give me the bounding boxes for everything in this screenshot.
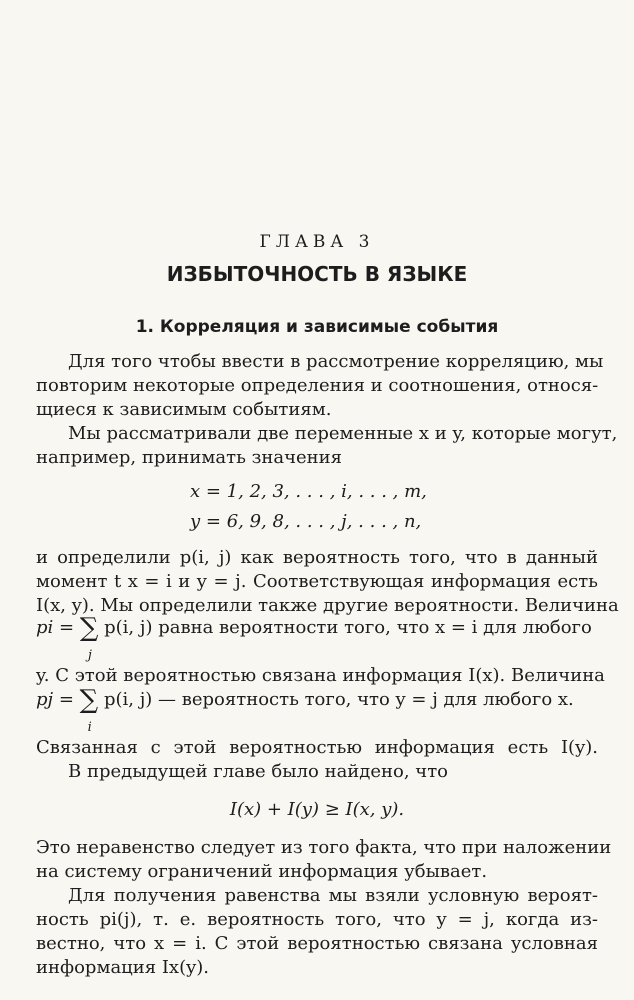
inequality-formula: I(x) + I(y) ≥ I(x, y).: [229, 799, 405, 820]
paragraph-line: Мы рассматривали две переменные x и y, которые могут,: [68, 423, 618, 444]
paragraph-line: момент t x = i и y = j. Соответствующая информация есть: [36, 571, 598, 592]
paragraph-line: Это неравенство следует из того факта, что при наложении: [36, 837, 612, 858]
paragraph-line: ность pi(j), т. е. вероятность того, что y = j, когда из-: [36, 909, 598, 930]
formula-line-pj: [36, 685, 598, 735]
paragraph-line: В предыдущей главе было найдено, что: [68, 761, 449, 782]
paragraph-line: Связанная с этой вероятностью информация есть I(y).: [36, 737, 598, 758]
paragraph-line: I(x, y). Мы определили также другие вероятности. Величина: [36, 595, 619, 616]
sum-symbol: ∑ j: [79, 613, 99, 663]
paragraph-line: например, принимать значения: [36, 447, 343, 468]
sum-symbol: ∑ i: [79, 685, 99, 735]
pi-rest: p(i, j) равна вероятности того, что x = i для любого: [104, 617, 592, 638]
formula-x-values: x = 1, 2, 3, . . . , i, . . . , m,: [190, 481, 427, 502]
chapter-title: ИЗБЫТОЧНОСТЬ В ЯЗЫКЕ: [166, 262, 468, 286]
section-heading: 1. Корреляция и зависимые события: [135, 317, 499, 337]
paragraph-line: вестно, что x = i. С этой вероятностью связана условная: [36, 933, 598, 954]
chapter-heading: ГЛАВА 3: [259, 232, 375, 252]
paragraph-line: Для получения равенства мы взяли условную вероят-: [68, 885, 598, 906]
paragraph-line: Для того чтобы ввести в рассмотрение корреляцию, мы: [68, 351, 604, 372]
pi-lhs: pi =: [36, 617, 75, 638]
pj-lhs: pj =: [36, 689, 74, 710]
formula-y-values: y = 6, 9, 8, . . . , j, . . . , n,: [190, 511, 422, 532]
paragraph-line: y. С этой вероятностью связана информация I(x). Величина: [36, 665, 605, 686]
paragraph-line: повторим некоторые определения и соотношения, относя-: [36, 375, 599, 396]
paragraph-line: щиеся к зависимым событиям.: [36, 399, 332, 420]
formula-line-pi: [36, 613, 598, 663]
pj-rest: p(i, j) — вероятность того, что y = j для любого x.: [103, 689, 574, 710]
paragraph-line: информация Ix(y).: [36, 957, 210, 978]
paragraph-line: на систему ограничений информация убывает.: [36, 861, 488, 882]
paragraph-line: и определили p(i, j) как вероятность того, что в данный: [36, 547, 598, 568]
